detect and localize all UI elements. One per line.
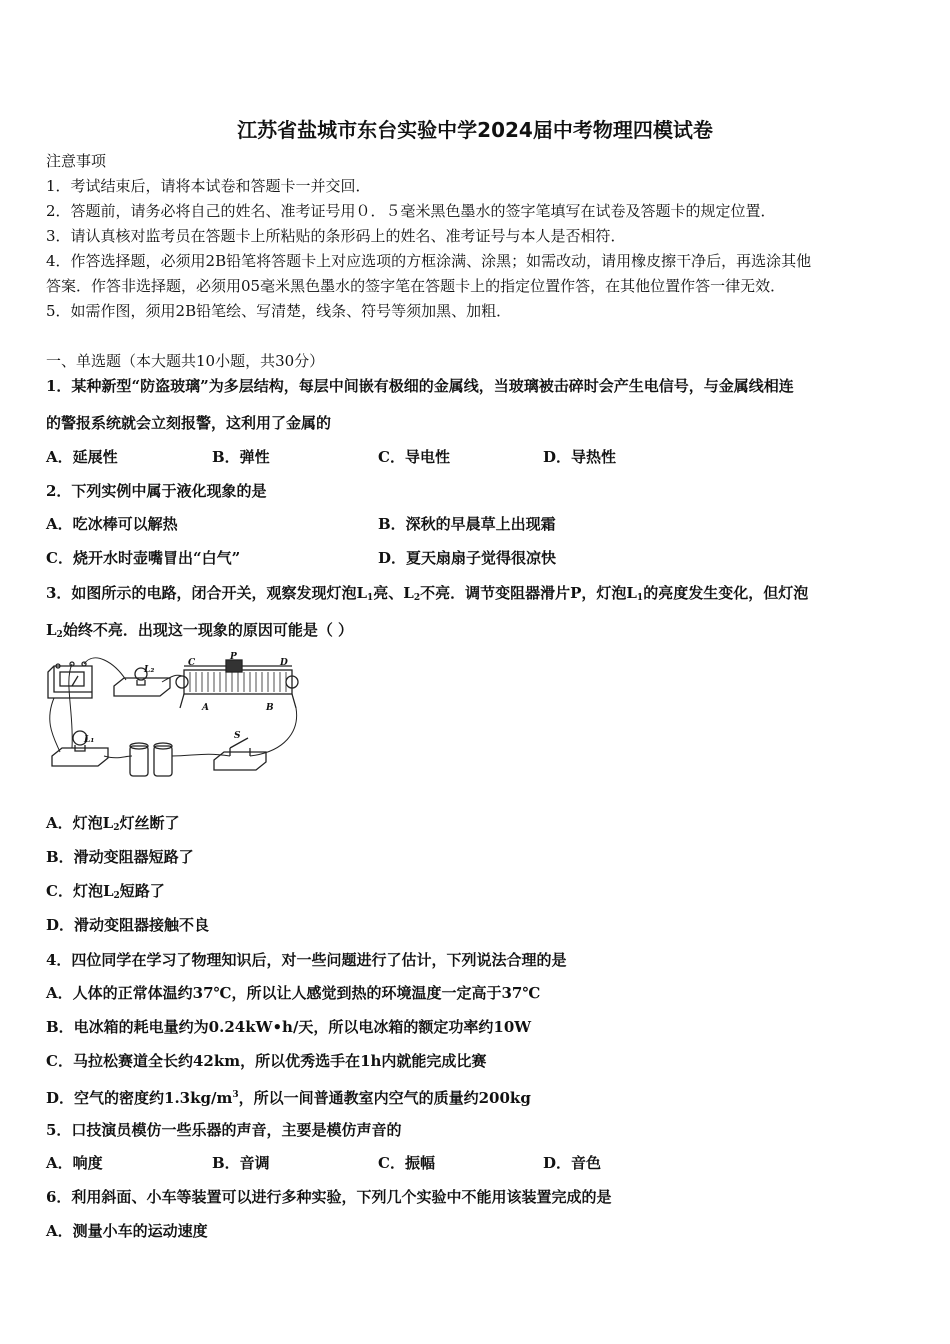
question-3-stem-cont: $L_2$始终不亮．出现这一现象的原因可能是（ ）	[46, 621, 354, 640]
q6-option-a: A．测量小车的运动速度	[46, 1222, 208, 1240]
label-s: S	[234, 731, 241, 741]
battery-2	[154, 746, 172, 776]
question-5-stem: 5．口技演员模仿一些乐器的声音，主要是模仿声音的	[46, 1121, 402, 1139]
battery-1	[130, 746, 148, 776]
label-a: A	[202, 703, 209, 713]
question-1-stem: 1．某种新型“防盗玻璃”为多层结构，每层中间嵌有极细的金属线，当玻璃被击碎时会产生电信号，与金属线相连	[46, 377, 794, 395]
q1-option-b: B．弹性	[212, 448, 270, 466]
circuit-figure	[44, 652, 302, 784]
label-c: C	[188, 658, 196, 668]
notice-item: 5．如需作图，须用2B铅笔绘、写清楚，线条、符号等须加黑、加粗．	[46, 302, 512, 320]
q5-option-c: C．振幅	[378, 1154, 435, 1172]
q4-option-c: C．马拉松赛道全长约42km，所以优秀选手在1h内就能完成比赛	[46, 1052, 487, 1070]
notice-item: 3．请认真核对监考员在答题卡上所粘贴的条形码上的姓名、准考证号与本人是否相符．	[46, 227, 626, 245]
q3-option-c: C．灯泡$L_2$短路了	[46, 882, 165, 901]
q5-option-d: D．音色	[543, 1154, 602, 1172]
q4-option-b: B．电冰箱的耗电量约为0.24kW•h/天，所以电冰箱的额定功率约10W	[46, 1018, 532, 1036]
meter-dial	[60, 672, 84, 686]
q2-option-a: A．吃冰棒可以解热	[46, 515, 178, 533]
q1-option-a: A．延展性	[46, 448, 118, 466]
question-1-stem-cont: 的警报系统就会立刻报警，这利用了金属的	[46, 414, 332, 432]
q3-option-a: A．灯泡$L_2$灯丝断了	[46, 814, 180, 833]
section-heading: 一、单选题（本大题共10小题，共30分）	[46, 352, 325, 370]
notice-item: 1．考试结束后，请将本试卷和答题卡一并交回．	[46, 177, 371, 195]
q4-option-a: A．人体的正常体温约37℃，所以让人感觉到热的环境温度一定高于37℃	[46, 984, 541, 1002]
q2-option-b: B．深秋的早晨草上出现霜	[378, 515, 556, 533]
q5-option-b: B．音调	[212, 1154, 270, 1172]
notice-item: 4．作答选择题，必须用2B铅笔将答题卡上对应选项的方框涂满、涂黑；如需改动，请用橡皮擦干净后，再选涂其他	[46, 252, 812, 270]
q4-option-d: D．空气的密度约$1.3kg/m^3$，所以一间普通教室内空气的质量约200kg	[46, 1089, 531, 1107]
q1-option-d: D．导热性	[543, 448, 617, 466]
q2-option-d: D．夏天扇扇子觉得很凉快	[378, 549, 557, 567]
question-3-stem: 3．如图所示的电路，闭合开关，观察发现灯泡$L_1$亮、$L_2$不亮．调节变阻器滑片P，灯泡$L_1$的亮度发生变化，但灯泡	[46, 584, 809, 603]
label-l1: L₁	[84, 735, 95, 745]
lamp-l2-board	[114, 678, 170, 696]
label-p: P	[230, 652, 237, 662]
label-l2: L₂	[144, 665, 155, 675]
question-6-stem: 6．利用斜面、小车等装置可以进行多种实验，下列几个实验中不能用该装置完成的是	[46, 1188, 612, 1206]
page-title: 江苏省盐城市东台实验中学2024届中考物理四模试卷	[237, 118, 713, 142]
q5-option-a: A．响度	[46, 1154, 103, 1172]
q3-option-d: D．滑动变阻器接触不良	[46, 916, 210, 934]
notice-heading: 注意事项	[46, 152, 107, 170]
label-b: B	[266, 703, 274, 713]
label-d: D	[280, 658, 288, 668]
q2-option-c: C．烧开水时壶嘴冒出“白气”	[46, 549, 241, 567]
q1-option-c: C．导电性	[378, 448, 450, 466]
q3-option-b: B．滑动变阻器短路了	[46, 848, 194, 866]
question-4-stem: 4．四位同学在学习了物理知识后，对一些问题进行了估计，下列说法合理的是	[46, 951, 567, 969]
notice-item: 2．答题前，请务必将自己的姓名、准考证号用０．５毫米黑色墨水的签字笔填写在试卷及答题卡的规定位置．	[46, 202, 776, 220]
question-2-stem: 2．下列实例中属于液化现象的是	[46, 482, 267, 500]
notice-item: 答案．作答非选择题，必须用05毫米黑色墨水的签字笔在答题卡上的指定位置作答，在其他位置作答一律无效．	[46, 277, 786, 295]
